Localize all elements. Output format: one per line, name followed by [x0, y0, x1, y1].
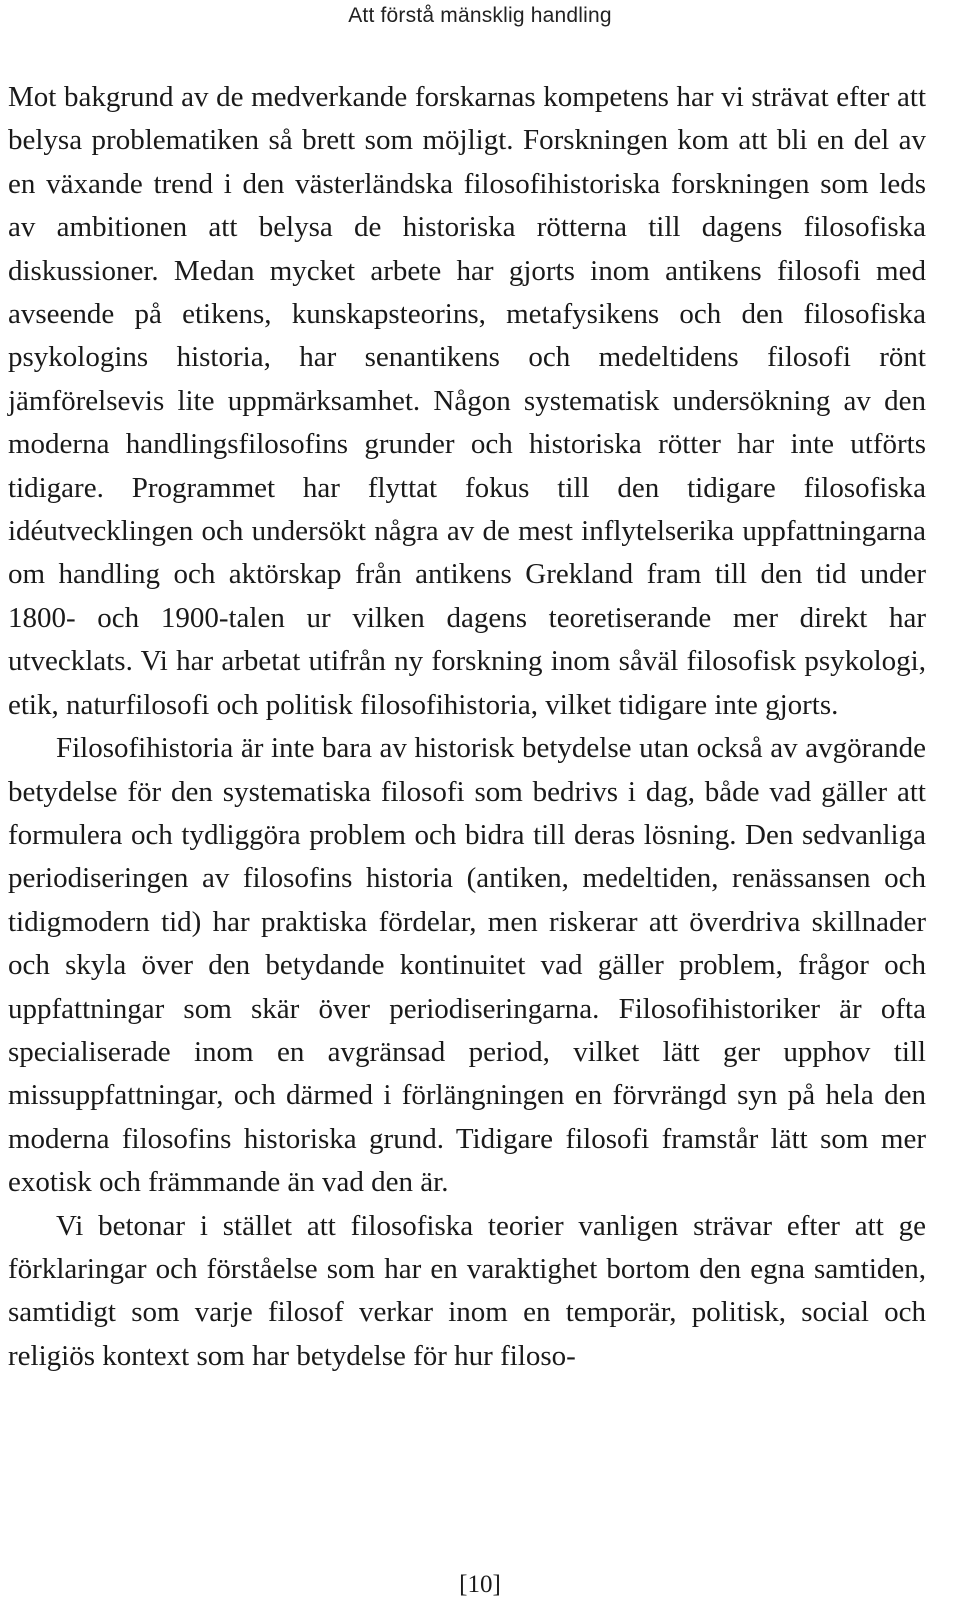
body-text [8, 76, 926, 1378]
page-number: [10] [459, 1571, 501, 1598]
paragraph-1: Mot bakgrund av de medverkande forskarnas kompetens har vi strävat efter att belysa problematiken så brett som möjligt. Forskningen kom att bli en del av en växande trend i den västerländska filosofihistoriska forskningen som leds av ambitionen att belysa de historiska rötterna till dagens filosofiska diskussioner. Medan mycket arbete har gjorts inom antikens filosofi med avseende på etikens, kunskapsteorins, metafysikens och den filosofiska psykologins historia, har senantikens och medeltidens filosofi rönt jämförelsevis lite uppmärksamhet. Någon systematisk undersökning av den moderna handlingsfilosofins grunder och historiska rötter har inte utförts tidigare. Programmet har flyttat fokus till den tidigare filosofiska idéutvecklingen och undersökt några av de mest inflytelserika uppfattningarna om handling och aktörskap från antikens Grekland fram till den tid under 1800- och 1900-talen ur vilken dagens teoretiserande mer direkt har utvecklats. Vi har arbetat utifrån ny forskning inom såväl filosofisk psykologi, etik, naturfilosofi och politisk filosofihistoria, vilket tidigare inte gjorts. [8, 81, 926, 721]
paragraph-3: Vi betonar i stället att filosofiska teorier vanligen strävar efter att ge förklaringar och förståelse som har en varaktighet bortom den egna samtiden, samtidigt som varje filosof verkar inom en temporär, politisk, social och religiös kontext som har betydelse för hur filoso- [8, 1209, 926, 1372]
running-head: Att förstå mänsklig handling [348, 4, 612, 27]
paragraph-2: Filosofihistoria är inte bara av historisk betydelse utan också av avgörande betydelse för den systematiska filosofi som bedrivs i dag, både vad gäller att formulera och tydliggöra problem och bidra till deras lösning. Den sedvanliga periodiseringen av filosofins historia (antiken, medeltiden, renässansen och tidigmodern tid) har praktiska fördelar, men riskerar att överdriva skillnader och skyla över den betydande kontinuitet vad gäller problem, frågor och uppfattningar som skär över periodiseringarna. Filosofihistoriker är ofta specialiserade inom en avgränsad period, vilket lätt ger upphov till missuppfattningar, och därmed i förlängningen en förvrängd syn på hela den moderna filosofins historiska grund. Tidigare filosofi framstår lätt som mer exotisk och främmande än vad den är. [8, 732, 926, 1199]
